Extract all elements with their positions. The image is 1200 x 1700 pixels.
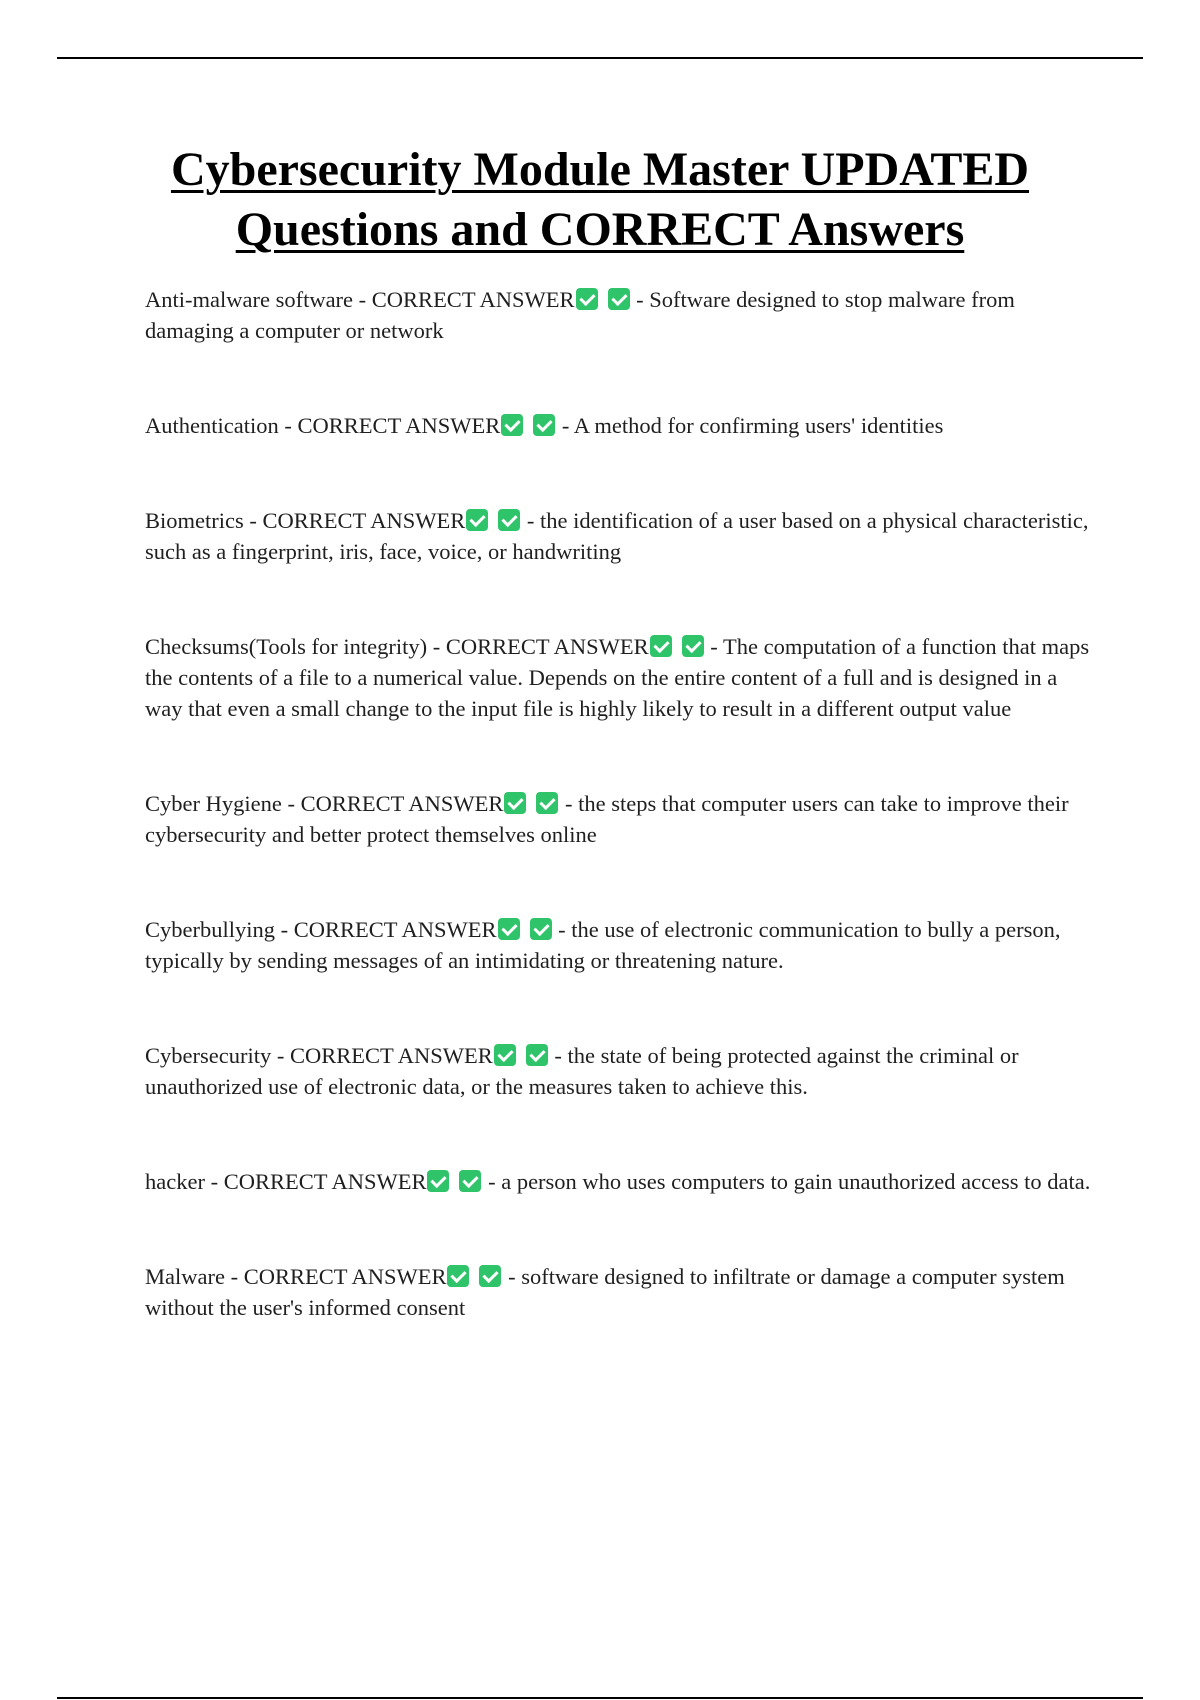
answer-marker: CORRECT ANSWER <box>297 413 501 438</box>
entry-term: Anti-malware software <box>145 287 354 312</box>
check-mark-icon <box>498 509 520 531</box>
entry-term: Biometrics <box>145 508 244 533</box>
check-mark-icon <box>479 1265 501 1287</box>
entry-definition: The computation of a function that maps the contents of a file to a numerical value. Depends on the entire content of a full and is designed in a way that even a small change to the input file is highly likely to result in a different output value <box>145 634 1090 721</box>
entry-definition: the state of being protected against the criminal or unauthorized use of electronic data, or the measures taken to achieve this. <box>145 1043 1019 1099</box>
entry-definition: the steps that computer users can take to improve their cybersecurity and better protect themselves online <box>145 791 1069 847</box>
check-mark-icon <box>536 792 558 814</box>
qa-entry: Cybersecurity - CORRECT ANSWER - the state of being protected against the criminal or unauthorized use of electronic data, or the measures taken to achieve this. <box>145 1043 1019 1099</box>
qa-entry: Anti-malware software - CORRECT ANSWER - Software designed to stop malware from damaging a computer or network <box>145 287 1015 343</box>
qa-entry: Authentication - CORRECT ANSWER - A method for confirming users' identities <box>145 413 944 438</box>
check-mark-icon <box>466 509 488 531</box>
answer-marker: CORRECT ANSWER <box>223 1169 427 1194</box>
entry-definition: the use of electronic communication to bully a person, typically by sending messages of an intimidating or threatening nature. <box>145 917 1061 973</box>
check-mark-icon <box>447 1265 469 1287</box>
entry-term: Cyberbullying <box>145 917 275 942</box>
qa-entry: Biometrics - CORRECT ANSWER - the identification of a user based on a physical characteristic, such as a fingerprint, iris, face, voice, or handwriting <box>145 508 1089 564</box>
check-mark-icon <box>650 635 672 657</box>
check-mark-icon <box>501 414 523 436</box>
check-mark-icon <box>494 1044 516 1066</box>
answer-marker: CORRECT ANSWER <box>243 1264 447 1289</box>
entry-definition: the identification of a user based on a physical characteristic, such as a fingerprint, iris, face, voice, or handwriting <box>145 508 1089 564</box>
answer-marker: CORRECT ANSWER <box>262 508 466 533</box>
page-title <box>100 140 1100 260</box>
check-mark-icon <box>498 918 520 940</box>
entry-definition: A method for confirming users' identities <box>573 413 944 438</box>
answer-marker: CORRECT ANSWER <box>445 634 649 659</box>
qa-list <box>145 284 1095 1387</box>
entry-definition: software designed to infiltrate or damage a computer system without the user's informed consent <box>145 1264 1065 1320</box>
qa-entry: Checksums(Tools for integrity) - CORRECT ANSWER - The computation of a function that maps the contents of a file to a numerical value. Depends on the entire content of a full and is designed in a way that even a small change to the input file is highly likely to result in a different output value <box>145 634 1090 721</box>
check-mark-icon <box>608 288 630 310</box>
title-line-1: Cybersecurity Module Master UPDATED <box>170 143 1030 196</box>
top-rule <box>57 57 1143 59</box>
entry-definition: a person who uses computers to gain unauthorized access to data. <box>501 1169 1091 1194</box>
check-mark-icon <box>682 635 704 657</box>
answer-marker: CORRECT ANSWER <box>371 287 575 312</box>
answer-marker: CORRECT ANSWER <box>293 917 497 942</box>
qa-entry: Cyber Hygiene - CORRECT ANSWER - the steps that computer users can take to improve their cybersecurity and better protect themselves online <box>145 791 1069 847</box>
qa-entry: hacker - CORRECT ANSWER - a person who uses computers to gain unauthorized access to data. <box>145 1169 1091 1194</box>
title-line-2: Questions and CORRECT Answers <box>235 203 965 256</box>
check-mark-icon <box>504 792 526 814</box>
answer-marker: CORRECT ANSWER <box>300 791 504 816</box>
check-mark-icon <box>459 1170 481 1192</box>
check-mark-icon <box>427 1170 449 1192</box>
entry-term: Malware <box>145 1264 225 1289</box>
entry-term: Authentication <box>145 413 279 438</box>
bottom-rule <box>57 1697 1143 1699</box>
entry-term: Cyber Hygiene <box>145 791 282 816</box>
qa-entry: Malware - CORRECT ANSWER - software designed to infiltrate or damage a computer system without the user's informed consent <box>145 1264 1065 1320</box>
entry-term: Checksums(Tools for integrity) <box>145 634 428 659</box>
check-mark-icon <box>526 1044 548 1066</box>
entry-term: hacker <box>145 1169 205 1194</box>
entry-term: Cybersecurity <box>145 1043 272 1068</box>
check-mark-icon <box>576 288 598 310</box>
entry-definition: Software designed to stop malware from damaging a computer or network <box>145 287 1015 343</box>
check-mark-icon <box>533 414 555 436</box>
check-mark-icon <box>530 918 552 940</box>
answer-marker: CORRECT ANSWER <box>289 1043 493 1068</box>
qa-entry: Cyberbullying - CORRECT ANSWER - the use of electronic communication to bully a person, typically by sending messages of an intimidating or threatening nature. <box>145 917 1061 973</box>
